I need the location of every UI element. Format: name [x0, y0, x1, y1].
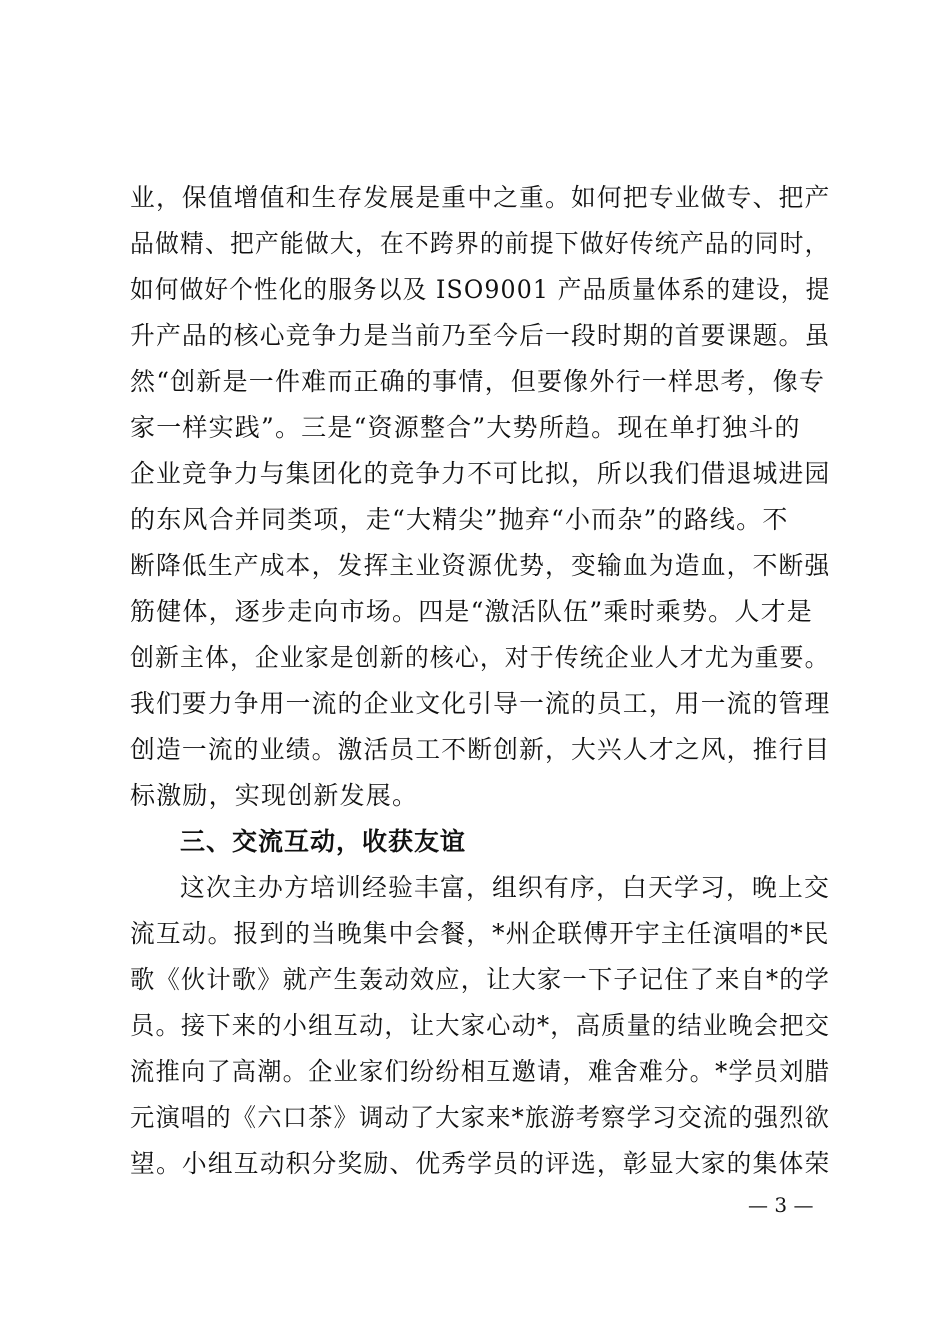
paragraph-line: 创新主体，企业家是创新的核心，对于传统企业人才尤为重要。: [130, 643, 830, 672]
paragraph-line: 品做精、把产能做大，在不跨界的前提下做好传统产品的同时，: [130, 229, 830, 258]
paragraph-line: 如何做好个性化的服务以及 ISO9001 产品质量体系的建设，提: [130, 275, 831, 304]
paragraph-line: 歌《伙计歌》就产生轰动效应，让大家一下子记住了来自*的学: [130, 965, 831, 994]
paragraph-line: 流互动。报到的当晚集中会餐，*州企联傅开宇主任演唱的*民: [130, 919, 830, 948]
paragraph-line: 筋健体，逐步走向市场。四是“激活队伍”乘时乘势。人才是: [130, 597, 813, 626]
section-heading: 三、交流互动，收获友谊: [180, 827, 467, 856]
paragraph-line: 这次主办方培训经验丰富，组织有序，白天学习，晚上交: [180, 873, 831, 902]
paragraph-line: 创造一流的业绩。激活员工不断创新，大兴人才之风，推行目: [130, 735, 831, 764]
paragraph-line: 员。接下来的小组互动，让大家心动*，高质量的结业晚会把交: [130, 1011, 831, 1040]
paragraph-line: 然“创新是一件难而正确的事情，但要像外行一样思考，像专: [130, 367, 826, 396]
paragraph-line: 标激励，实现创新发展。: [130, 781, 419, 810]
paragraph-line: 流推向了高潮。企业家们纷纷相互邀请，难舍难分。*学员刘腊: [130, 1057, 831, 1086]
paragraph-line: 业，保值增值和生存发展是重中之重。如何把专业做专、把产: [130, 183, 831, 212]
paragraph-line: 望。小组互动积分奖励、优秀学员的评选，彰显大家的集体荣: [130, 1149, 831, 1178]
paragraph-line: 的东风合并同类项，走“大精尖”抛弃“小而杂”的路线。不: [130, 505, 789, 534]
paragraph-line: 升产品的核心竞争力是当前乃至今后一段时期的首要课题。虽: [130, 321, 831, 350]
paragraph-line: 断降低生产成本，发挥主业资源优势，变输血为造血，不断强: [130, 551, 831, 580]
paragraph-line: 我们要力争用一流的企业文化引导一流的员工，用一流的管理: [130, 689, 831, 718]
paragraph-line: 企业竞争力与集团化的竞争力不可比拟，所以我们借退城进园: [130, 459, 831, 488]
paragraph-line: 家一样实践”。三是“资源整合”大势所趋。现在单打独斗的: [130, 413, 801, 442]
paragraph-line: 元演唱的《六口茶》调动了大家来*旅游考察学习交流的强烈欲: [130, 1103, 831, 1132]
page-number: — 3 —: [748, 1193, 814, 1217]
